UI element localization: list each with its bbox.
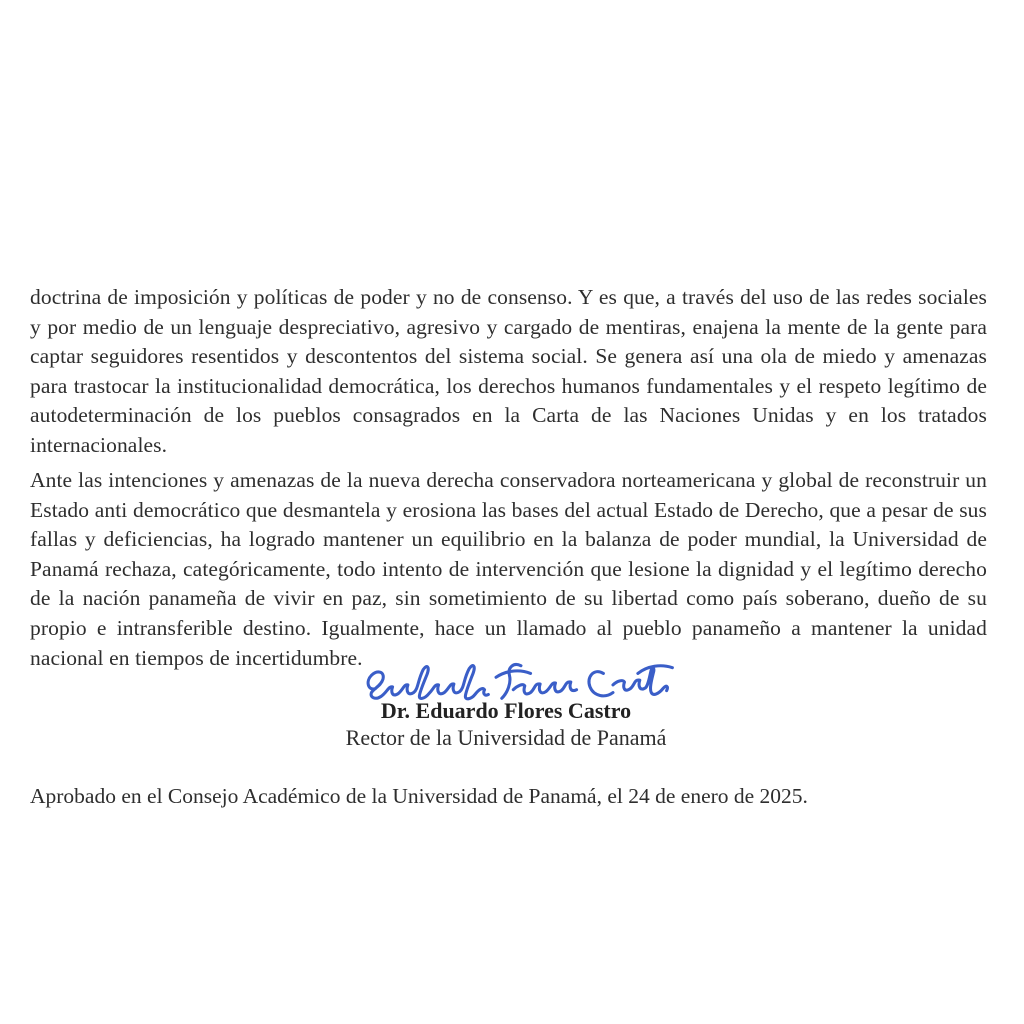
handwritten-signature [361,660,679,706]
approval-line: Aprobado en el Consejo Académico de la Universidad de Panamá, el 24 de enero de 2025. [30,784,808,808]
signer-name: Dr. Eduardo Flores Castro [380,698,632,723]
signer-title: Rector de la Universidad de Panamá [345,725,667,750]
signature-block [0,660,1012,751]
signature-ink [368,665,672,699]
paragraph-ante-las-intenciones: Ante las intenciones y amenazas de la nueva derecha conservadora norteamericana y global de reconstruir un Estado anti democrático que desmantela y erosiona las bases del actual Estado de Derecho, que a pesar de sus fallas y deficiencias, ha logrado mantener un equilibrio en la balanza de poder mundial, la Universidad de Panamá rechaza, categóricamente, todo intento de intervención que lesione la dignidad y el legítimo derecho de la nación panameña de vivir en paz, sin sometimiento de su libertad como país soberano, dueño de su propio e intransferible destino. Igualmente, hace un llamado al pueblo panameño a mantener la unidad nacional en tiempos de incertidumbre. [30,468,987,670]
paragraph-doctrina: doctrina de imposición y políticas de poder y no de consenso. Y es que, a través del uso de las redes sociales y por medio de un lenguaje despreciativo, agresivo y cargado de mentiras, enajena la mente de la gente para captar seguidores resentidos y descontentos del sistema social. Se genera así una ola de miedo y amenazas para trastocar la institucionalidad democrática, los derechos humanos fundamentales y el respeto legítimo de autodeterminación de los pueblos consagrados en la Carta de las Naciones Unidas y en los tratados internacionales. [30,285,987,457]
